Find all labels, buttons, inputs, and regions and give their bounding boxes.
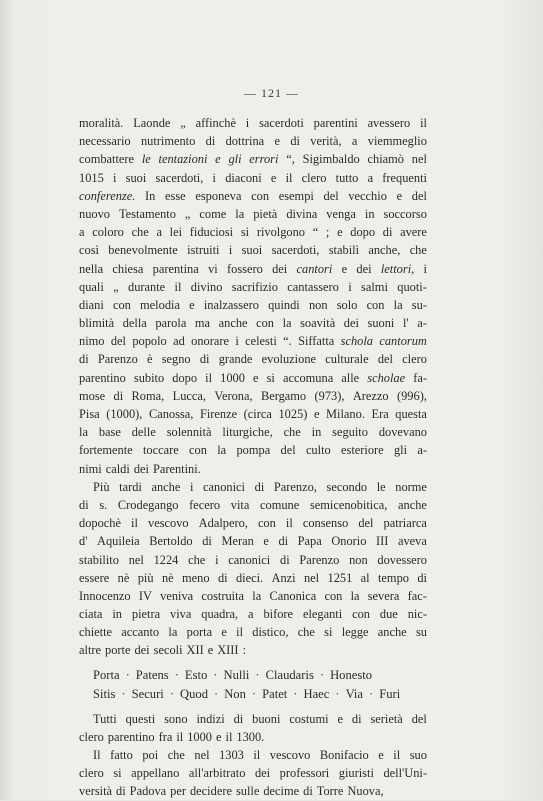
page-number-header: — 121 —	[244, 86, 299, 100]
text-line: così benevolmente istruiti i suoi sacerdoti, stabilì anche, che	[79, 243, 427, 258]
text-line: moralità. Laonde „ affinchè i sacerdoti parentini avessero il	[79, 116, 427, 130]
text-line: clero parentino fra il 1000 e il 1300.	[79, 729, 265, 744]
verse-line: Porta · Patens · Esto · Nulli · Claudaris · Honesto	[93, 667, 373, 682]
text-line: mose di Roma, Lucca, Verona, Bergamo (973), Arezzo (996),	[79, 388, 427, 403]
text-line: a coloro che a lei fiduciosi si rivolgono “ ; e dopo di avere	[79, 225, 427, 240]
text-line: combattere le tentazioni e gli errori “, Sigimbaldo chiamò nel	[79, 152, 427, 167]
body-text	[79, 114, 427, 801]
text-line: altre porte dei secoli XII e XIII :	[79, 643, 247, 658]
text-line: diani con melodia e inalzassero quindi non solo con la su-	[79, 297, 427, 312]
text-line: Tutti questi sono indizi di buoni costumi e di serietà del	[93, 711, 427, 726]
text-line: Innocenzo IV veniva costruita la Canonica con la severa fac-	[79, 588, 427, 603]
text-line: nuovo Testamento „ come la pietà divina venga in soccorso	[79, 206, 427, 221]
text-line: di s. Crodegango fecero vita comune semicenobitica, anche	[79, 497, 427, 512]
text-line: dopochè il vescovo Adalpero, con il consenso del patriarca	[79, 516, 427, 531]
text-line: essere nè più nè meno di dieci. Anzi nel 1251 al tempo di	[79, 570, 427, 585]
verse-line: Sitis · Securi · Quod · Non · Patet · Haec · Via · Furi	[93, 686, 401, 701]
text-line: ciata in pietra viva quadra, a bifore eleganti con due nic-	[79, 607, 427, 622]
inscription-verse	[79, 666, 427, 704]
text-line: chiette accanto la porta e il distico, che si legge anche su	[79, 625, 427, 640]
text-line: fortemente toccare con la pompa del culto esteriore gli a-	[79, 443, 427, 458]
text-line: Pisa (1000), Canossa, Firenze (circa 1025) e Milano. Era questa	[79, 407, 427, 421]
text-line: nimo del popolo ad onorare i celesti “. Siffatta schola cantorum	[79, 334, 427, 349]
text-line: conferenze. In esse esponeva con esempi del vecchio e del	[79, 188, 427, 203]
text-line: clero si appellano all'arbitrato dei professori giuristi dell'Uni-	[79, 766, 427, 781]
text-line: nella chiesa parentina vi fossero dei cantori e dei lettori, i	[79, 261, 427, 276]
text-line: versità di Padova per decidere sulle decime di Torre Nuova,	[79, 784, 384, 799]
text-line: 1015 i suoi sacerdoti, i diaconi e il clero tutto a frequenti	[79, 170, 427, 185]
text-line: nimi caldi dei Parentini.	[79, 461, 201, 476]
text-line: stabilito nel 1224 che i canonici di Parenzo non dovessero	[79, 552, 427, 567]
text-line: blimità della parola ma anche con la soavità dei suoni l' a-	[79, 316, 427, 331]
text-line: necessario nutrimento di dottrina e di verità, a viemmeglio	[79, 134, 427, 149]
text-line: d' Aquileia Bertoldo di Meran e di Papa Onorio III aveva	[79, 534, 427, 549]
text-line: parentino subito dopo il 1000 e si accomuna alle scholae fa-	[79, 370, 427, 385]
text-line: Il fatto poi che nel 1303 il vescovo Bonifacio e il suo	[93, 748, 427, 762]
text-line: la base delle solennità liturgiche, che in seguito dovevano	[79, 425, 427, 440]
text-line: Più tardi anche i canonici di Parenzo, secondo le norme	[93, 479, 427, 494]
text-line: di Parenzo è segno di grande evoluzione culturale del clero	[79, 352, 427, 367]
text-line: quali „ durante il divino sacrifizio cantassero i salmi quoti-	[79, 279, 427, 294]
